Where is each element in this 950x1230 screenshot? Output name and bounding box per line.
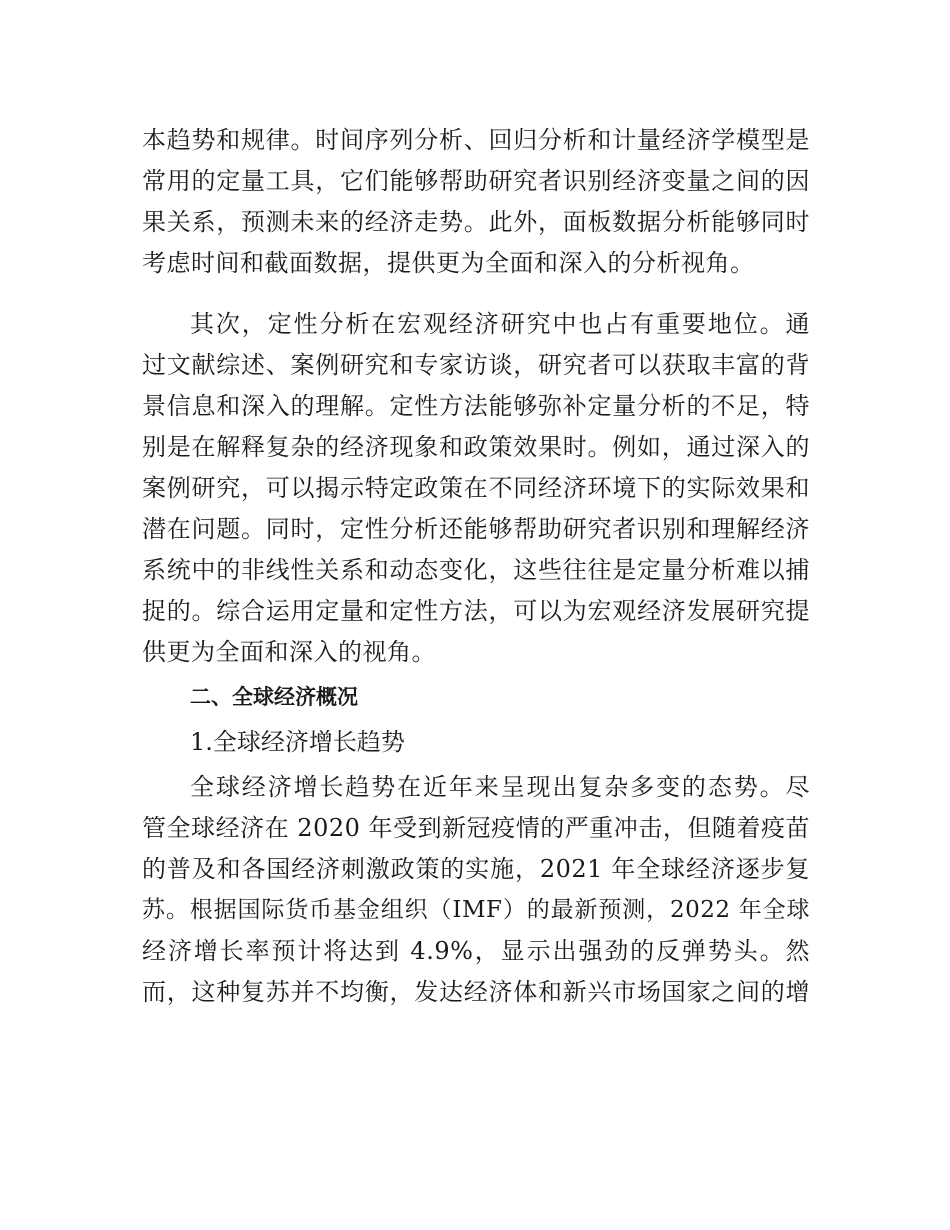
- paragraph-line: 别是在解释复杂的经济现象和政策效果时。例如，通过深入的: [142, 433, 810, 461]
- paragraph-line: 系统中的非线性关系和动态变化，这些往往是定量分析难以捕: [142, 556, 810, 584]
- subsection-heading: 1.全球经济增长趋势: [190, 728, 405, 756]
- paragraph-line: 而，这种复苏并不均衡，发达经济体和新兴市场国家之间的增: [142, 978, 810, 1006]
- paragraph-line: 经济增长率预计将达到 4.9%，显示出强劲的反弹势头。然: [142, 937, 810, 965]
- paragraph-line: 的普及和各国经济刺激政策的实施，2021 年全球经济逐步复: [142, 855, 810, 883]
- paragraph-line: 果关系，预测未来的经济走势。此外，面板数据分析能够同时: [142, 208, 810, 236]
- paragraph-line: 供更为全面和深入的视角。: [142, 638, 436, 666]
- paragraph-line: 景信息和深入的理解。定性方法能够弥补定量分析的不足，特: [142, 392, 810, 420]
- paragraph-line: 考虑时间和截面数据，提供更为全面和深入的分析视角。: [142, 249, 755, 277]
- paragraph-line: 其次，定性分析在宏观经济研究中也占有重要地位。通: [190, 310, 810, 338]
- paragraph-line: 管全球经济在 2020 年受到新冠疫情的严重冲击，但随着疫苗: [142, 814, 810, 842]
- paragraph-line: 全球经济增长趋势在近年来呈现出复杂多变的态势。尽: [190, 773, 810, 801]
- section-heading: 二、全球经济概况: [190, 685, 358, 709]
- paragraph-line: 常用的定量工具，它们能够帮助研究者识别经济变量之间的因: [142, 167, 810, 195]
- paragraph-line: 潜在问题。同时，定性分析还能够帮助研究者识别和理解经济: [142, 515, 810, 543]
- paragraph-line: 案例研究，可以揭示特定政策在不同经济环境下的实际效果和: [142, 474, 810, 502]
- paragraph-line: 捉的。综合运用定量和定性方法，可以为宏观经济发展研究提: [142, 597, 810, 625]
- paragraph-line: 苏。根据国际货币基金组织（IMF）的最新预测，2022 年全球: [142, 897, 810, 923]
- paragraph-line: 过文献综述、案例研究和专家访谈，研究者可以获取丰富的背: [142, 351, 810, 379]
- paragraph-line: 本趋势和规律。时间序列分析、回归分析和计量经济学模型是: [142, 126, 810, 154]
